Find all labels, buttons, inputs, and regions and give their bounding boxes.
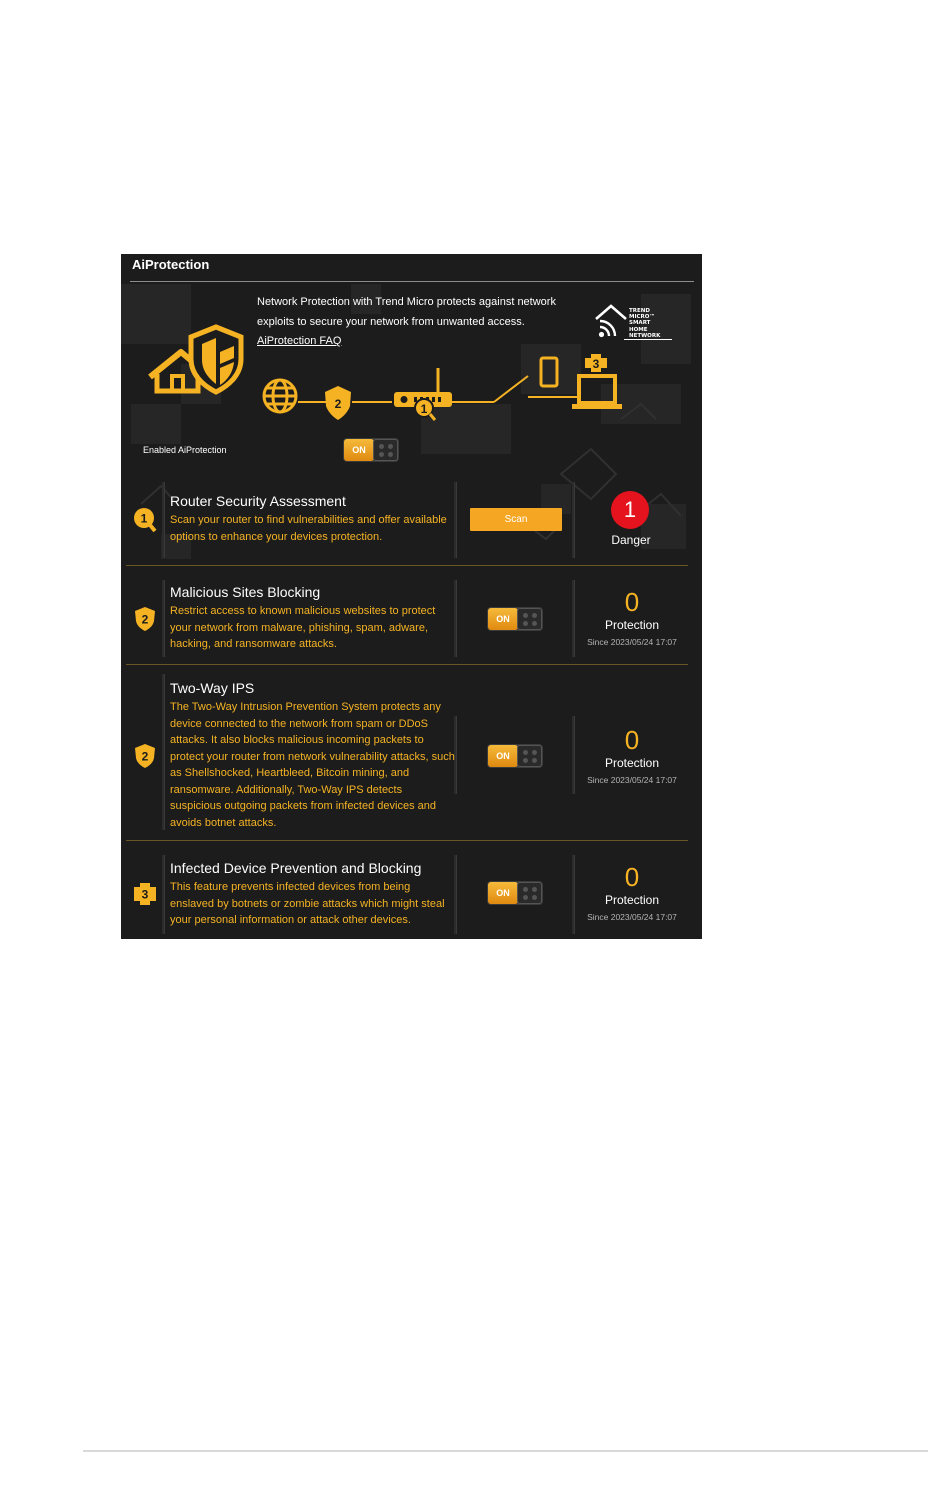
row2-badge: 2 [141,612,149,627]
protection-label: Protection [604,618,660,632]
enable-aiprotection-toggle[interactable] [343,438,399,462]
two-way-ips-toggle[interactable] [487,744,543,768]
enable-aiprotection-label: Enabled AiProtection [143,445,227,455]
protection-count: 0 [624,862,640,892]
house-shield-icon [150,327,241,392]
infected-badge-icon [585,354,607,372]
title-divider [130,281,694,282]
row-divider [126,565,688,566]
row3-badge: 2 [141,749,149,764]
diagram-badge-3: 3 [592,357,600,371]
toggle-on-label: ON [488,745,518,767]
row4-badge: 3 [141,887,149,902]
since-date: Since 2023/05/24 17:07 [587,912,677,922]
infected-badge-icon [133,882,157,906]
shield-badge-icon [134,606,156,632]
two-way-ips-stat [573,726,691,785]
row2-desc: Restrict access to known malicious websites to protect your network from malware, phishing, spam, adware, hacking, and ransomware attacks. [170,605,436,650]
shield-badge-icon [325,386,351,420]
infected-device-stat [573,863,691,922]
row1-desc: Scan your router to find vulnerabilities and offer available options to enhance your devices protection. [170,514,447,543]
aiprotection-panel [121,254,702,939]
trend-micro-text: TREND MICRO™ SMART HOME NETWORK [629,308,661,339]
brand-underline [624,339,672,340]
page-footer-rule [83,1450,928,1452]
protection-label: Protection [604,756,660,770]
diagram-badge-2: 2 [334,397,342,411]
row1-badge: 1 [140,511,148,526]
row-divider [126,840,688,841]
malicious-sites-stat [573,588,691,647]
toggle-knob [517,882,542,904]
shield-badge-icon [134,743,156,769]
panel-title: AiProtection [132,257,210,272]
toggle-on-label: ON [344,439,374,461]
protection-count: 0 [624,725,640,755]
row3-title: Two-Way IPS [170,680,255,696]
danger-label: Danger [611,533,651,547]
toggle-on-label: ON [488,608,518,630]
row3-desc: The Two-Way Intrusion Prevention System protects any device connected to the network from spam or DDoS attacks. It also blocks malicious incoming packets to protect your router from network vulnerability attacks, such as Shellshocked, Heartbleed, Bitcoin mining, and ransomware. Additionally, Two-Way IPS detects suspicious outgoing packets from infected devices and avoids botnet attacks. [170,701,455,829]
intro-description: Network Protection with Trend Micro protects against network exploits to secure your network from unwanted access. [257,296,556,328]
protection-count: 0 [624,587,640,617]
network-diagram [146,322,626,422]
infected-device-toggle[interactable] [487,881,543,905]
since-date: Since 2023/05/24 17:07 [587,637,677,647]
magnifier-badge-icon [133,507,157,533]
row4-desc: This feature prevents infected devices from being enslaved by botnets or zombie attacks which might steal your personal information or attack other devices. [170,881,445,926]
since-date: Since 2023/05/24 17:07 [587,775,677,785]
scan-button[interactable]: Scan [470,508,562,531]
malicious-sites-toggle[interactable] [487,607,543,631]
danger-count: 1 [611,491,649,529]
toggle-on-label: ON [488,882,518,904]
laptop-icon [572,376,622,409]
row2-title: Malicious Sites Blocking [170,584,321,600]
router-icon [394,368,452,420]
row4-title: Infected Device Prevention and Blocking [170,860,422,876]
toggle-knob [517,745,542,767]
phone-icon [541,358,557,386]
toggle-knob [373,439,398,461]
toggle-knob [517,608,542,630]
faq-link[interactable]: AiProtection FAQ [257,335,342,347]
row-divider [126,664,688,665]
row1-title: Router Security Assessment [170,493,346,509]
globe-icon [264,380,296,412]
protection-label: Protection [604,893,660,907]
diagram-badge-1: 1 [420,402,428,416]
